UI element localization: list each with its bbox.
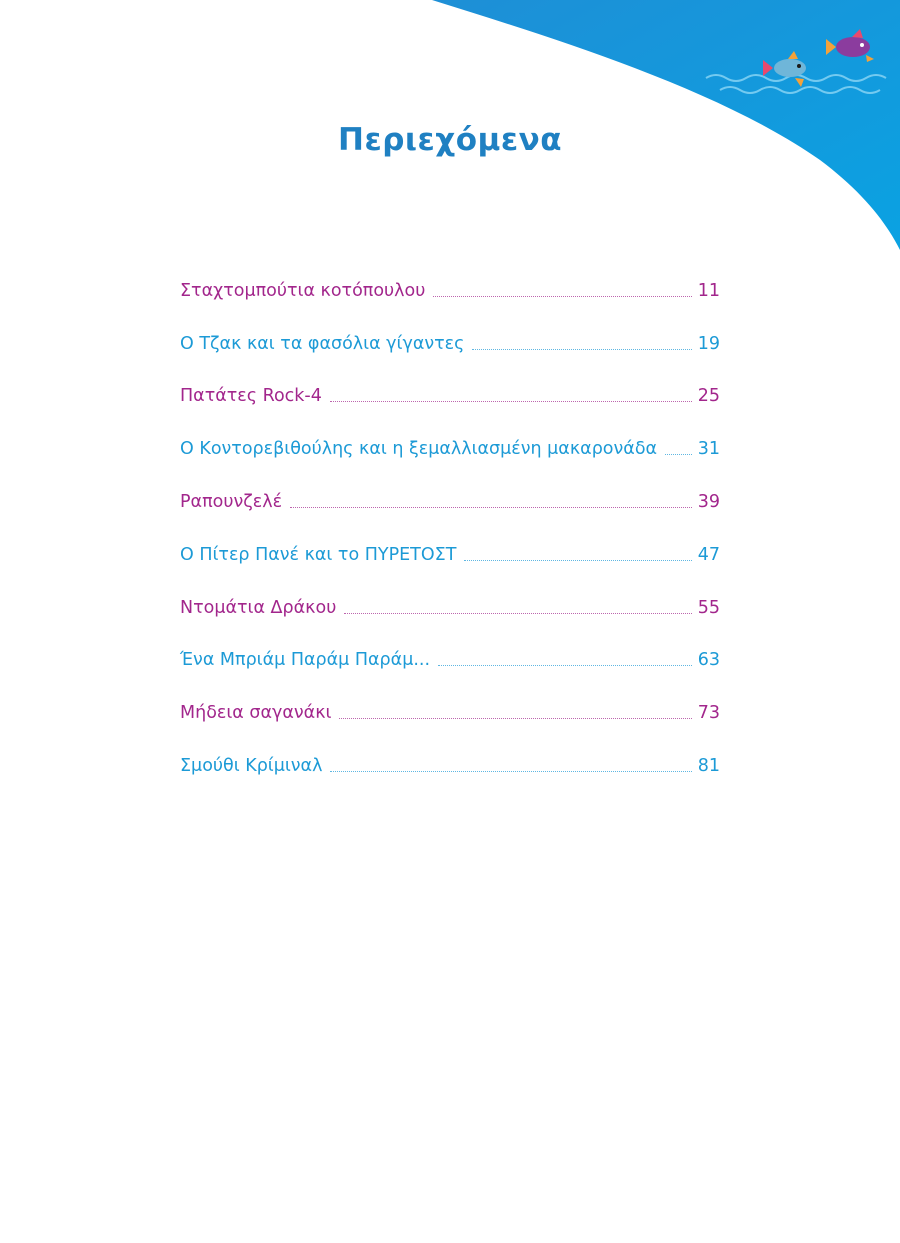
toc-entry[interactable] <box>180 459 720 512</box>
toc-entry[interactable] <box>180 670 720 723</box>
toc-entry-page: 39 <box>697 491 720 512</box>
toc-entry-title: Σταχτομπούτια κοτόπουλου <box>180 280 426 301</box>
toc-entry-title: Ραπουνζελέ <box>180 491 283 512</box>
page-title: Περιεχόμενα <box>338 122 562 158</box>
toc-leader-dots <box>344 613 691 614</box>
toc-entry[interactable] <box>180 354 720 407</box>
toc-leader-dots <box>290 507 692 508</box>
toc-entry-page: 55 <box>697 597 720 618</box>
toc-entry-title: Ένα Μπριάμ Παράμ Παράμ... <box>180 650 431 671</box>
toc-entry[interactable] <box>180 301 720 354</box>
toc-leader-dots <box>464 560 691 561</box>
toc-entry-title: Μήδεια σαγανάκι <box>180 703 332 724</box>
toc-leader-dots <box>438 665 692 666</box>
toc-entry-page: 81 <box>697 755 720 776</box>
toc-entry-title: Πατάτες Rock-4 <box>180 386 322 407</box>
toc-entry-title: Ο Κοντορεβιθούλης και η ξεμαλλιασμένη μακαρονάδα <box>180 439 658 460</box>
toc-entry-page: 25 <box>697 386 720 407</box>
toc-leader-dots <box>330 401 692 402</box>
toc-leader-dots <box>433 296 691 297</box>
toc-entry[interactable] <box>180 618 720 671</box>
toc-entry[interactable] <box>180 406 720 459</box>
toc-leader-dots <box>330 771 691 772</box>
toc-entry[interactable] <box>180 723 720 776</box>
toc-entry-page: 47 <box>697 544 720 565</box>
toc-entry-title: Ο Τζακ και τα φασόλια γίγαντες <box>180 333 465 354</box>
toc-entry[interactable] <box>180 512 720 565</box>
toc-entry-page: 63 <box>697 650 720 671</box>
toc-entry-title: Ο Πίτερ Πανέ και το ΠΥΡΕΤΟΣΤ <box>180 544 457 565</box>
toc-entry-page: 19 <box>697 333 720 354</box>
toc-leader-dots <box>665 454 692 455</box>
toc-entry-title: Ντομάτια Δράκου <box>180 597 337 618</box>
toc-entry-title: Σμούθι Κρίμιναλ <box>180 755 323 776</box>
toc-leader-dots <box>472 349 691 350</box>
toc-entry-page: 31 <box>697 439 720 460</box>
toc-entry[interactable] <box>180 248 720 301</box>
toc-entry[interactable] <box>180 565 720 618</box>
table-of-contents <box>180 248 720 776</box>
toc-leader-dots <box>339 718 691 719</box>
toc-entry-page: 73 <box>697 703 720 724</box>
toc-entry-page: 11 <box>697 280 720 301</box>
